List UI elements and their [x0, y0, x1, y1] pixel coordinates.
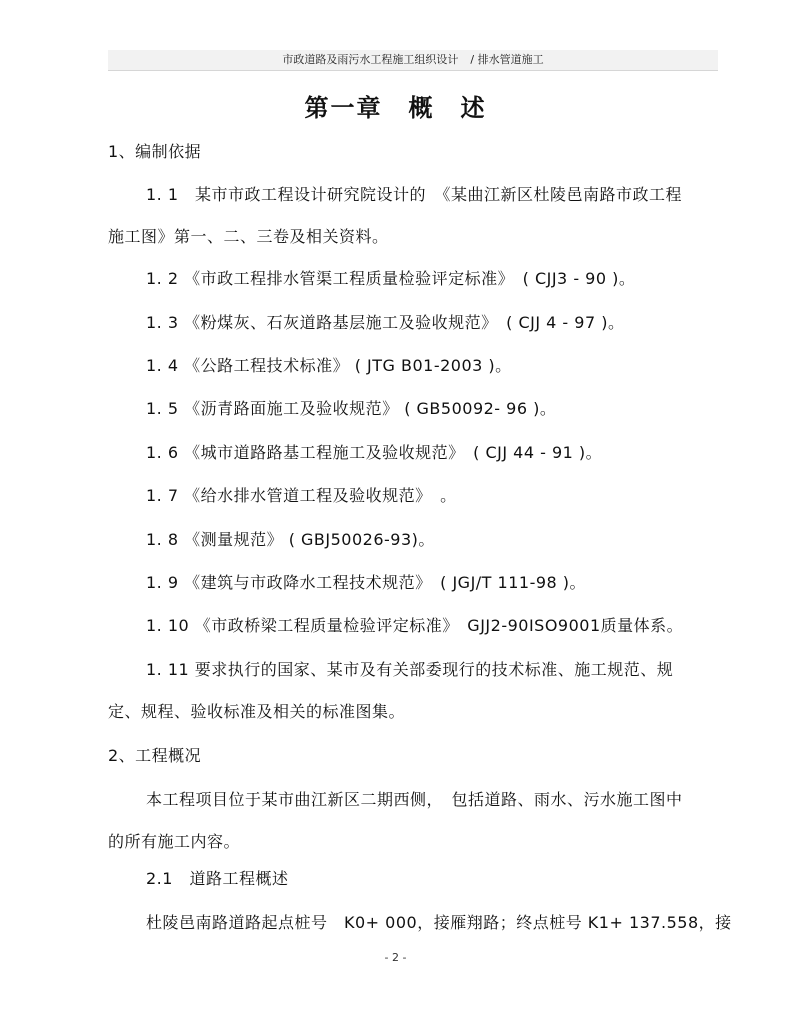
paragraph-line: 施工图》第一、二、三卷及相关资料。: [108, 227, 389, 246]
paragraph-line: 本工程项目位于某市曲江新区二期西侧， 包括道路、雨水、污水施工图中: [146, 790, 683, 809]
reference-item: 1. 3 《粉煤灰、石灰道路基层施工及验收规范》 ( CJJ 4 - 97 )。: [146, 313, 625, 332]
subsection-heading-road: 2.1 道路工程概述: [146, 869, 289, 888]
paragraph-line: 定、规程、验收标准及相关的标准图集。: [108, 702, 406, 721]
chapter-title: 第一章 概 述: [304, 94, 487, 122]
reference-item: 1. 4 《公路工程技术标准》 ( JTG B01-2003 )。: [146, 356, 512, 375]
reference-item: 1. 10 《市政桥梁工程质量检验评定标准》 GJJ2-90ISO9001质量体系。: [146, 616, 684, 635]
header-document-title: 市政道路及雨污水工程施工组织设计: [282, 53, 459, 66]
running-header: [108, 50, 718, 71]
section-heading-overview: 2、工程概况: [108, 746, 202, 765]
reference-item: 1. 2 《市政工程排水管渠工程质量检验评定标准》 ( CJJ3 - 90 )。: [146, 269, 636, 288]
page-number: - 2 -: [384, 951, 407, 964]
paragraph-line: 1. 1 某市市政工程设计研究院设计的 《某曲江新区杜陵邑南路市政工程: [146, 185, 683, 204]
section-heading-basis: 1、编制依据: [108, 142, 202, 161]
paragraph-line: 杜陵邑南路道路起点桩号 K0+ 000，接雁翔路；终点桩号 K1+ 137.558，接: [146, 913, 732, 932]
reference-item: 1. 6 《城市道路路基工程施工及验收规范》 ( CJJ 44 - 91 )。: [146, 443, 603, 462]
reference-item: 1. 8 《测量规范》 ( GBJ50026-93)。: [146, 530, 435, 549]
reference-item: 1. 11 要求执行的国家、某市及有关部委现行的技术标准、施工规范、规: [146, 660, 674, 679]
reference-item: 1. 9 《建筑与市政降水工程技术规范》 ( JGJ/T 111-98 )。: [146, 573, 587, 592]
header-section-title: / 排水管道施工: [470, 53, 544, 66]
paragraph-line: 的所有施工内容。: [108, 832, 241, 851]
reference-item: 1. 5 《沥青路面施工及验收规范》 ( GB50092- 96 )。: [146, 399, 557, 418]
reference-item: 1. 7 《给水排水管道工程及验收规范》 。: [146, 486, 457, 505]
